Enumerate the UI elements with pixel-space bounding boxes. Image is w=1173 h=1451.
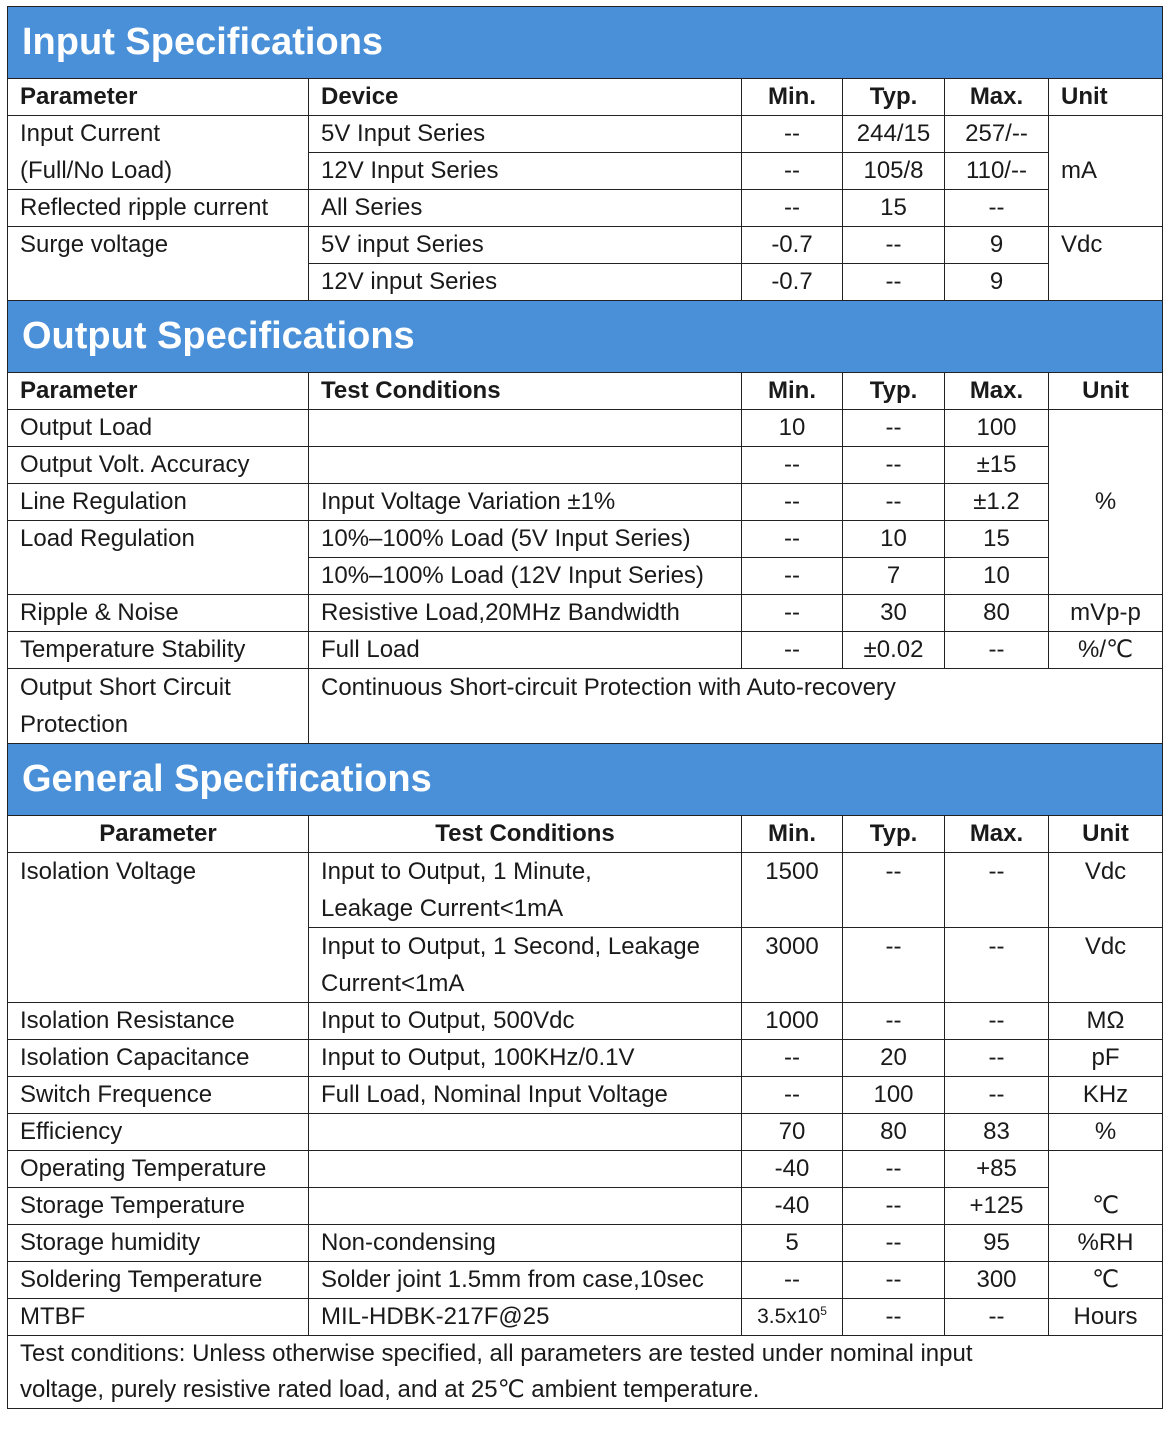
header-max: Max. — [945, 79, 1049, 116]
min-cell: -- — [742, 1077, 843, 1114]
typ-cell: -- — [843, 1225, 945, 1262]
max-cell: -- — [945, 928, 1049, 1003]
output-title: Output Specifications — [8, 301, 1163, 373]
max-cell: ±1.2 — [945, 484, 1049, 521]
cond-cell — [309, 1151, 742, 1188]
param-cell: Output Load — [8, 410, 309, 447]
table-row — [8, 632, 1163, 669]
min-cell: 10 — [742, 410, 843, 447]
min-cell — [742, 1299, 843, 1336]
typ-cell: 244/15 — [843, 116, 945, 153]
unit-cell: Vdc — [1049, 227, 1163, 301]
unit-cell: mA — [1049, 116, 1163, 227]
typ-cell: -- — [843, 1188, 945, 1225]
max-cell: 9 — [945, 264, 1049, 301]
param-cell: Surge voltage — [8, 227, 309, 301]
cond-cell — [309, 928, 742, 1003]
general-title: General Specifications — [8, 744, 1163, 816]
min-cell: -40 — [742, 1151, 843, 1188]
table-row — [8, 153, 1163, 190]
cond-cell — [309, 410, 742, 447]
max-cell: +85 — [945, 1151, 1049, 1188]
max-cell: 95 — [945, 1225, 1049, 1262]
cond-cell: Input to Output, 500Vdc — [309, 1003, 742, 1040]
header-min: Min. — [742, 79, 843, 116]
cond-cell: Resistive Load,20MHz Bandwidth — [309, 595, 742, 632]
header-unit: Unit — [1049, 816, 1163, 853]
param-cell: Line Regulation — [8, 484, 309, 521]
table-row — [8, 1262, 1163, 1299]
max-cell: -- — [945, 632, 1049, 669]
param-cell: Isolation Capacitance — [8, 1040, 309, 1077]
param-cell: (Full/No Load) — [8, 153, 309, 190]
param-cell: Operating Temperature — [8, 1151, 309, 1188]
param-cell: Storage Temperature — [8, 1188, 309, 1225]
table-row — [8, 1151, 1163, 1188]
mtbf-exponent: 5 — [820, 1304, 827, 1318]
header-max: Max. — [945, 816, 1049, 853]
max-cell: -- — [945, 190, 1049, 227]
param-cell: Efficiency — [8, 1114, 309, 1151]
typ-cell: -- — [843, 1299, 945, 1336]
table-row — [8, 410, 1163, 447]
table-row — [8, 116, 1163, 153]
general-header-row — [8, 816, 1163, 853]
min-cell: -- — [742, 116, 843, 153]
unit-cell: %RH — [1049, 1225, 1163, 1262]
unit-cell: KHz — [1049, 1077, 1163, 1114]
header-conditions: Test Conditions — [309, 373, 742, 410]
header-parameter: Parameter — [8, 373, 309, 410]
output-banner — [8, 301, 1163, 373]
param-cell: Soldering Temperature — [8, 1262, 309, 1299]
test-conditions-note — [8, 1336, 1163, 1409]
unit-cell: Vdc — [1049, 853, 1163, 928]
max-cell: 9 — [945, 227, 1049, 264]
param-cell: Input Current — [8, 116, 309, 153]
min-cell: -- — [742, 595, 843, 632]
typ-cell: 80 — [843, 1114, 945, 1151]
max-cell: 300 — [945, 1262, 1049, 1299]
cond-cell — [309, 447, 742, 484]
unit-cell: % — [1049, 1114, 1163, 1151]
param-cell: MTBF — [8, 1299, 309, 1336]
max-cell: -- — [945, 1299, 1049, 1336]
cond-cell: Full Load — [309, 632, 742, 669]
min-cell: -0.7 — [742, 264, 843, 301]
max-cell: 80 — [945, 595, 1049, 632]
typ-cell: 10 — [843, 521, 945, 558]
table-row — [8, 1114, 1163, 1151]
header-conditions: Test Conditions — [309, 816, 742, 853]
unit-cell: Hours — [1049, 1299, 1163, 1336]
cond-cell — [309, 853, 742, 928]
input-banner — [8, 7, 1163, 79]
cond-cell: 10%–100% Load (12V Input Series) — [309, 558, 742, 595]
header-unit: Unit — [1049, 373, 1163, 410]
cond-line: Leakage Current<1mA — [321, 895, 564, 922]
typ-cell: -- — [843, 227, 945, 264]
note-line: Test conditions: Unless otherwise specified, all parameters are tested under nominal input — [20, 1340, 973, 1367]
param-cell: Switch Frequence — [8, 1077, 309, 1114]
device-cell: 5V Input Series — [309, 116, 742, 153]
header-unit: Unit — [1049, 79, 1163, 116]
param-cell: Ripple & Noise — [8, 595, 309, 632]
header-parameter: Parameter — [8, 816, 309, 853]
table-row — [8, 1077, 1163, 1114]
table-row — [8, 447, 1163, 484]
device-cell: 12V Input Series — [309, 153, 742, 190]
table-row — [8, 595, 1163, 632]
unit-cell: Vdc — [1049, 928, 1163, 1003]
min-cell: -0.7 — [742, 227, 843, 264]
param-cell: Temperature Stability — [8, 632, 309, 669]
typ-cell: -- — [843, 1262, 945, 1299]
cond-cell: Solder joint 1.5mm from case,10sec — [309, 1262, 742, 1299]
min-cell: -- — [742, 1040, 843, 1077]
min-cell: -- — [742, 632, 843, 669]
unit-cell: % — [1049, 410, 1163, 595]
header-typ: Typ. — [843, 79, 945, 116]
unit-cell: ℃ — [1049, 1151, 1163, 1225]
max-cell: 83 — [945, 1114, 1049, 1151]
cond-cell: 10%–100% Load (5V Input Series) — [309, 521, 742, 558]
cond-cell — [309, 1114, 742, 1151]
cond-line: Input to Output, 1 Second, Leakage — [321, 933, 700, 960]
unit-cell: mVp-p — [1049, 595, 1163, 632]
input-title: Input Specifications — [8, 7, 1163, 79]
unit-cell: ℃ — [1049, 1262, 1163, 1299]
table-row — [8, 669, 1163, 744]
cond-cell: MIL-HDBK-217F@25 — [309, 1299, 742, 1336]
table-row — [8, 1225, 1163, 1262]
min-cell: -- — [742, 521, 843, 558]
cond-cell: Non-condensing — [309, 1225, 742, 1262]
cond-cell: Full Load, Nominal Input Voltage — [309, 1077, 742, 1114]
typ-cell: 15 — [843, 190, 945, 227]
min-cell: 70 — [742, 1114, 843, 1151]
header-max: Max. — [945, 373, 1049, 410]
device-cell: 12V input Series — [309, 264, 742, 301]
param-cell: Isolation Voltage — [8, 853, 309, 1003]
cond-cell: Input to Output, 100KHz/0.1V — [309, 1040, 742, 1077]
max-cell: 15 — [945, 521, 1049, 558]
unit-cell: MΩ — [1049, 1003, 1163, 1040]
header-min: Min. — [742, 816, 843, 853]
min-cell: 3000 — [742, 928, 843, 1003]
table-row — [8, 1040, 1163, 1077]
max-cell: -- — [945, 853, 1049, 928]
typ-cell: -- — [843, 1003, 945, 1040]
cond-line: Input to Output, 1 Minute, — [321, 858, 592, 885]
input-header-row — [8, 79, 1163, 116]
mtbf-base: 3.5x10 — [757, 1305, 821, 1328]
typ-cell: -- — [843, 928, 945, 1003]
max-cell: 10 — [945, 558, 1049, 595]
unit-cell: %/℃ — [1049, 632, 1163, 669]
table-row — [8, 1188, 1163, 1225]
typ-cell: -- — [843, 264, 945, 301]
max-cell: +125 — [945, 1188, 1049, 1225]
max-cell: ±15 — [945, 447, 1049, 484]
min-cell: -- — [742, 153, 843, 190]
header-parameter: Parameter — [8, 79, 309, 116]
param-cell: Isolation Resistance — [8, 1003, 309, 1040]
note-line: voltage, purely resistive rated load, and at 25℃ ambient temperature. — [20, 1376, 760, 1403]
table-row — [8, 227, 1163, 264]
param-cell: Output Volt. Accuracy — [8, 447, 309, 484]
param-cell: Reflected ripple current — [8, 190, 309, 227]
header-typ: Typ. — [843, 373, 945, 410]
table-row — [8, 521, 1163, 558]
table-row — [8, 1003, 1163, 1040]
min-cell: -- — [742, 484, 843, 521]
unit-cell: pF — [1049, 1040, 1163, 1077]
table-row — [8, 853, 1163, 928]
min-cell: -- — [742, 558, 843, 595]
max-cell: 257/-- — [945, 116, 1049, 153]
typ-cell: -- — [843, 447, 945, 484]
param-cell: Storage humidity — [8, 1225, 309, 1262]
param-line: Protection — [20, 711, 129, 738]
typ-cell: ±0.02 — [843, 632, 945, 669]
output-header-row — [8, 373, 1163, 410]
typ-cell: 20 — [843, 1040, 945, 1077]
typ-cell: -- — [843, 1151, 945, 1188]
device-cell: 5V input Series — [309, 227, 742, 264]
param-cell: Load Regulation — [8, 521, 309, 595]
typ-cell: -- — [843, 853, 945, 928]
max-cell: -- — [945, 1003, 1049, 1040]
min-cell: -- — [742, 190, 843, 227]
device-cell: All Series — [309, 190, 742, 227]
param-line: Output Short Circuit — [20, 674, 231, 701]
max-cell: -- — [945, 1077, 1049, 1114]
typ-cell: -- — [843, 484, 945, 521]
min-cell: -- — [742, 1262, 843, 1299]
table-row — [8, 1299, 1163, 1336]
typ-cell: 100 — [843, 1077, 945, 1114]
cond-cell: Input Voltage Variation ±1% — [309, 484, 742, 521]
table-row — [8, 484, 1163, 521]
spec-sheet — [7, 6, 1162, 1409]
max-cell: 110/-- — [945, 153, 1049, 190]
param-cell — [8, 669, 309, 744]
cond-cell: Continuous Short-circuit Protection with Auto-recovery — [309, 669, 1163, 744]
spec-table — [7, 6, 1163, 1409]
cond-cell — [309, 1188, 742, 1225]
typ-cell: 7 — [843, 558, 945, 595]
min-cell: 1000 — [742, 1003, 843, 1040]
min-cell: -40 — [742, 1188, 843, 1225]
general-banner — [8, 744, 1163, 816]
min-cell: 5 — [742, 1225, 843, 1262]
min-cell: -- — [742, 447, 843, 484]
header-typ: Typ. — [843, 816, 945, 853]
header-device: Device — [309, 79, 742, 116]
table-row — [8, 190, 1163, 227]
typ-cell: -- — [843, 410, 945, 447]
cond-line: Current<1mA — [321, 970, 465, 997]
min-cell: 1500 — [742, 853, 843, 928]
note-row — [8, 1336, 1163, 1409]
max-cell: -- — [945, 1040, 1049, 1077]
max-cell: 100 — [945, 410, 1049, 447]
typ-cell: 30 — [843, 595, 945, 632]
header-min: Min. — [742, 373, 843, 410]
typ-cell: 105/8 — [843, 153, 945, 190]
